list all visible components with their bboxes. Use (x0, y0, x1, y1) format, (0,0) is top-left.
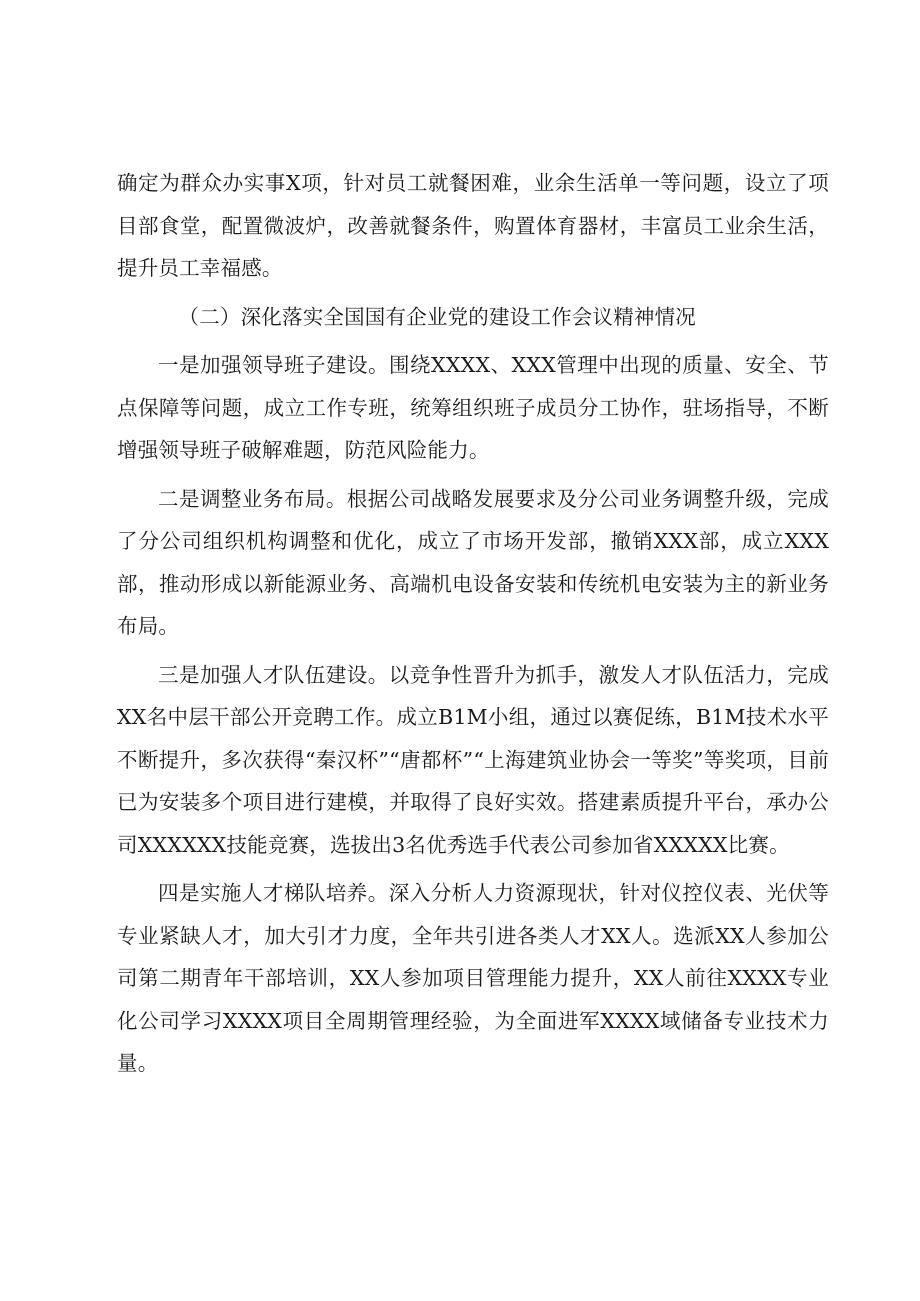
paragraph-talent-team: 三是加强人才队伍建设。以竞争性晋升为抓手，激发人才队伍活力，完成XX名中层干部公开竞聘工作。成立B1M小组，通过以赛促练，B1M技术水平不断提升，多次获得“秦汉杯”“唐都杯”“上海建筑业协会一等奖”等奖项，目前已为安装多个项目进行建模，并取得了良好实效。搭建素质提升平台，承办公司XXXXXX技能竞赛，选拔出3名优秀选手代表公司参加省XXXXX比赛。 (117, 662, 829, 857)
paragraph-continuation: 确定为群众办实事X项，针对员工就餐困难，业余生活单一等问题，设立了项目部食堂，配置微波炉，改善就餐条件，购置体育器材，丰富员工业余生活，提升员工幸福感。 (117, 171, 829, 280)
document-body (117, 162, 829, 1091)
section-heading: （二）深化落实全国国有企业党的建设工作会议精神情况 (178, 304, 696, 329)
paragraph-leadership: 一是加强领导班子建设。围绕XXXX、XXX管理中出现的质量、安全、节点保障等问题，成立工作专班，统筹组织班子成员分工协作，驻场指导，不断增强领导班子破解难题，防范风险能力。 (117, 353, 829, 462)
paragraph-business-layout: 二是调整业务布局。根据公司战略发展要求及分公司业务调整升级，完成了分公司组织机构调整和优化，成立了市场开发部，撤销XXX部，成立XXX部，推动形成以新能源业务、高端机电设备安装和传统机电安装为主的新业务布局。 (117, 486, 829, 638)
paragraph-talent-echelon: 四是实施人才梯队培养。深入分析人力资源现状，针对仪控仪表、光伏等专业紧缺人才，加大引才力度，全年共引进各类人才XX人。选派XX人参加公司第二期青年干部培训，XX人参加项目管理能力提升，XX人前往XXXX专业化公司学习XXXX项目全周期管理经验，为全面进军XXXX域储备专业技术力量。 (117, 881, 829, 1075)
